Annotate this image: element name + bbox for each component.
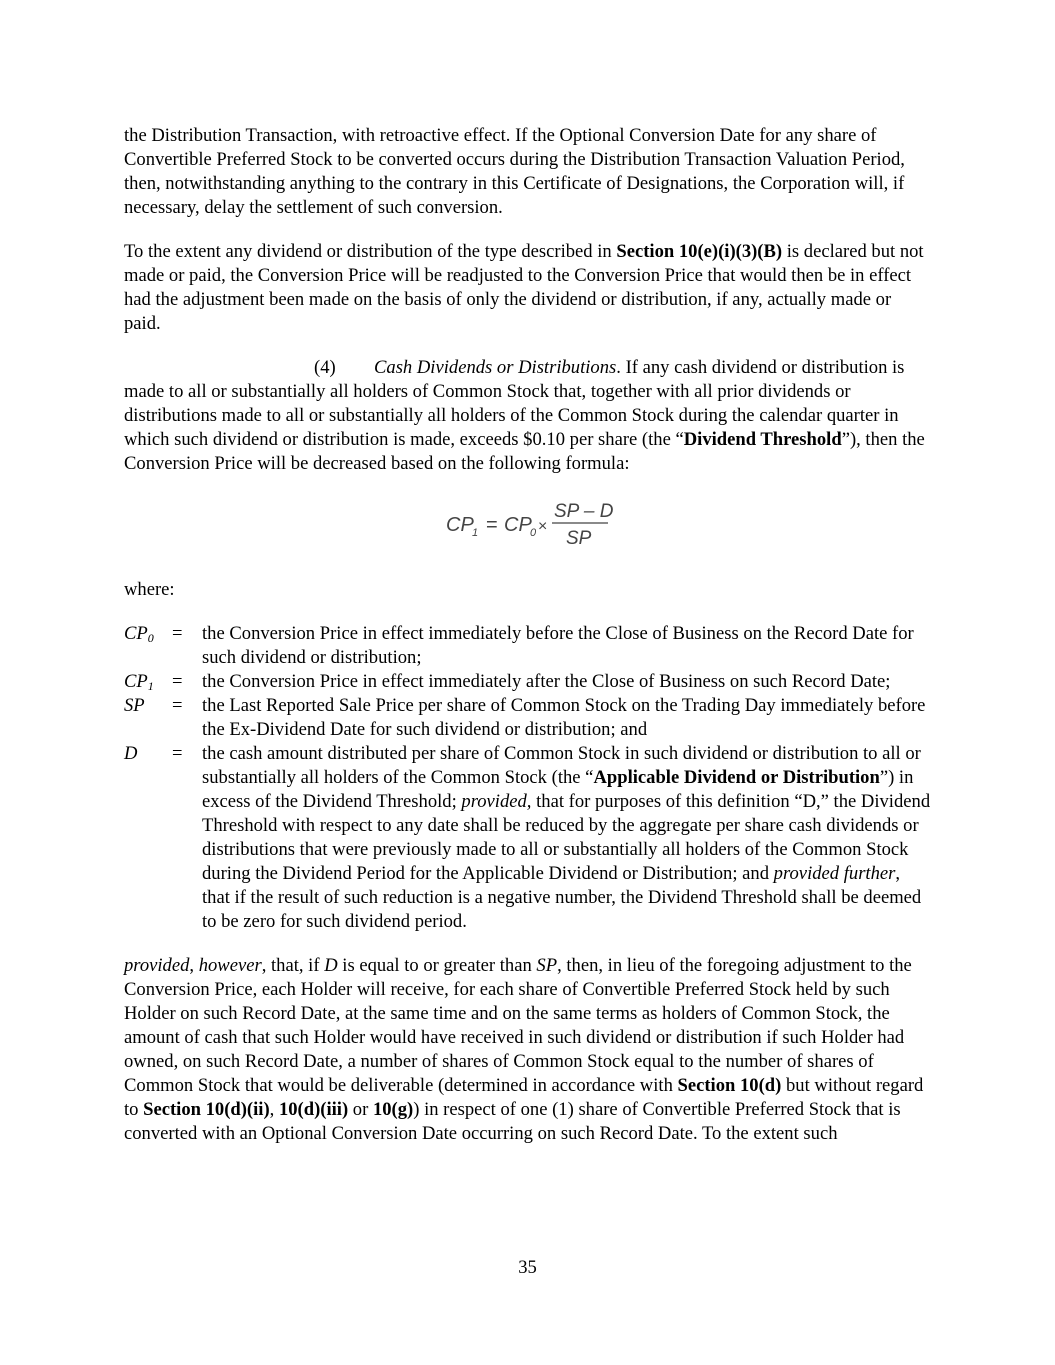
- formula-lhs: CP: [446, 514, 474, 536]
- clause-heading: Cash Dividends or Distributions: [374, 357, 617, 378]
- definition-row-cp0: [124, 622, 932, 670]
- text-run: . If any cash dividend or distribution is made to all or substantially all holders of Common Stock that, together with all prior dividends or distributions made to all or substantially all holders of the Common Stock during the calendar quarter in which such dividend or distribution is made, exceeds $0.10 per share (the “: [124, 357, 905, 450]
- section-reference: 10(d)(iii): [278, 1099, 349, 1120]
- page-number: 35: [518, 1257, 537, 1278]
- definition-equals: =: [172, 695, 183, 716]
- formula-numerator: SP – D: [554, 501, 614, 522]
- definition-equals: =: [172, 623, 183, 644]
- formula-rhs: CP: [504, 514, 532, 536]
- definition-symbol: SP: [124, 695, 145, 716]
- definition-text: the Conversion Price in effect immediately before the Close of Business on the Record Date for such dividend or distribution;: [202, 623, 914, 668]
- section-reference: Section 10(e)(i)(3)(B): [616, 241, 783, 262]
- definition-symbol: D: [124, 743, 138, 764]
- definition-text: the Conversion Price in effect immediately after the Close of Business on such Record Date;: [202, 671, 891, 692]
- formula-graphic: [444, 498, 614, 550]
- paragraph-readjustment: [124, 240, 932, 336]
- paragraph-proviso: provided, however, that, if D is equal to or greater than SP, then, in lieu of the foregoing adjustment to the Conversion Price, each Holder will receive, for each share of Convertible Preferred Stock held by such Holder on such Record Date, at the same time and on the same terms as holders of Common Stock, the amount of cash that such Holder would have received in such dividend or distribution if such Holder had owned, on such Record Date, a number of shares of Common Stock equal to the number of shares of Common Stock that would be deliverable (determined in accordance with Section 10(d) but without regard to Section 10(d)(ii), 10(d)(iii) or 10(g)) in respect of one (1) share of Convertible Preferred Stock that is converted with an Optional Conversion Date occurring on such Record Date. To the extent such: [124, 955, 924, 1144]
- defined-term: Dividend Threshold: [683, 429, 842, 450]
- defined-term: Applicable Dividend or Distribution: [593, 767, 880, 788]
- formula-rhs-sub: 0: [530, 527, 537, 539]
- definition-row-sp: [124, 694, 932, 742]
- definition-text: the Last Reported Sale Price per share of Common Stock on the Trading Day immediately before the Ex-Dividend Date for such dividend or distribution; and: [202, 695, 926, 740]
- text-run: ”), then the Conversion Price will be decreased based on the following formula:: [124, 429, 925, 474]
- formula-equals: =: [486, 514, 498, 536]
- definition-symbol: $CP_1$: [124, 671, 154, 693]
- definition-symbol: $CP_0$: [124, 623, 154, 645]
- text-run: To the extent any dividend or distribution of the type described in: [124, 241, 617, 262]
- definition-text: the cash amount distributed per share of Common Stock in such dividend or distribution to all or substantially all holders of the Common Stock (the “Applicable Dividend or Distribution”) in excess of the Dividend Threshold; provided, that for purposes of this definition “D,” the Dividend Threshold with respect to any date shall be reduced by the aggregate per share cash dividends or distributions that were previously made to all or substantially all holders of the Common Stock during the Dividend Period for the Applicable Dividend or Distribution; and provided further, that if the result of such reduction is a negative number, the Dividend Threshold shall be deemed to be zero for such dividend period.: [202, 743, 931, 932]
- definition-row-d: [124, 742, 932, 934]
- paragraph-distribution-transaction: the Distribution Transaction, with retroactive effect. If the Optional Conversion Date for any share of Convertible Preferred Stock to be converted occurs during the Distribution Transaction Valuation Period, then, notwithstanding anything to the contrary in this Certificate of Designations, the Corporation will, if necessary, delay the settlement of such conversion.: [124, 125, 905, 218]
- where-label: where:: [124, 579, 175, 600]
- text-run: is declared but not made or paid, the Conversion Price will be readjusted to the Conversion Price that would then be in effect had the adjustment been made on the basis of only the dividend or distribution, if any, actually made or paid.: [124, 241, 924, 334]
- section-reference: Section 10(d)(ii): [143, 1099, 270, 1120]
- paragraph-cash-dividends: [124, 356, 932, 476]
- clause-number: (4): [314, 357, 336, 378]
- definition-row-cp1: [124, 670, 932, 694]
- definition-equals: =: [172, 743, 183, 764]
- definition-equals: =: [172, 671, 183, 692]
- formula-lhs-sub: 1: [472, 527, 479, 539]
- document-page: [124, 124, 932, 1146]
- formula-denominator: SP: [566, 528, 592, 549]
- section-reference: 10(g): [372, 1099, 414, 1120]
- formula-times: ×: [538, 518, 548, 535]
- conversion-formula: [124, 496, 932, 550]
- definitions-table: [124, 622, 932, 934]
- section-reference: Section 10(d): [677, 1075, 782, 1096]
